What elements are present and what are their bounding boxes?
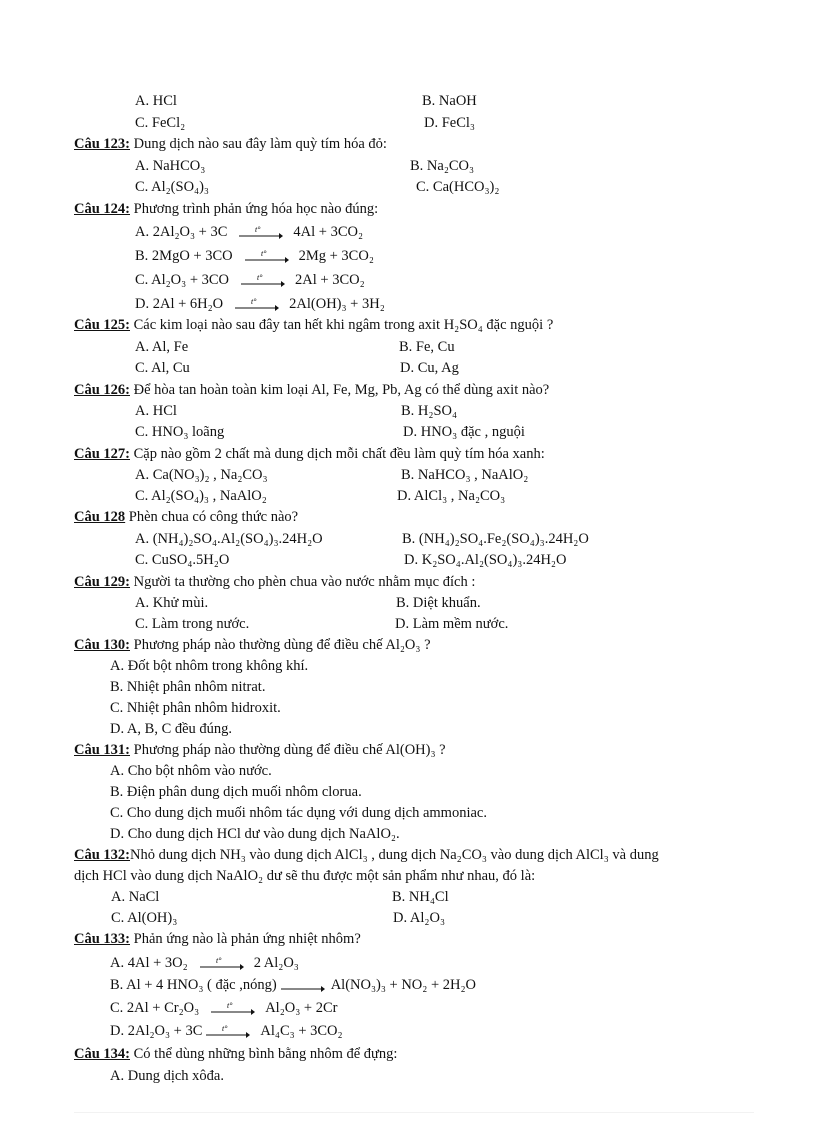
question-text: Để hòa tan hoàn toàn kim loại Al, Fe, Mg, Pb, Ag có thể dùng axit nào?: [130, 382, 550, 398]
option-a: A. Ca(NO₃)₂ , Na₂CO₃: [135, 467, 268, 483]
question-label: Câu 133:: [74, 931, 130, 947]
question-label: Câu 134:: [74, 1046, 130, 1062]
option-b: B. Na₂CO₃: [410, 158, 475, 174]
question-134: [74, 1045, 397, 1063]
page-edge-divider: [74, 1112, 754, 1113]
equation-reactants: D. 2Al + 6H₂O: [135, 296, 224, 312]
option-c: C. Làm trong nước.: [135, 616, 250, 632]
question-text: Phương pháp nào thường dùng để điều chế Al(OH)₃ ?: [130, 742, 446, 758]
option-d: C. Ca(HCO₃)₂: [416, 179, 500, 195]
question-label: Câu 126:: [74, 382, 130, 398]
question-text: Các kim loại nào sau đây tan hết khi ngâm trong axit H₂SO₄ đặc nguội ?: [130, 317, 554, 333]
option-c: C. Al(OH)₃: [111, 910, 178, 926]
option-c: C. Al, Cu: [135, 360, 190, 376]
equation-reactants: C. Al₂O₃ + 3CO: [135, 272, 230, 288]
option-a: A. Khử mùi.: [135, 595, 209, 611]
equation-b: [135, 247, 374, 265]
question-text: Phương trình phản ứng hóa học nào đúng:: [130, 201, 379, 217]
equation-a: [110, 954, 299, 972]
question-label: Câu 130:: [74, 637, 130, 653]
question-131: [74, 741, 446, 759]
reaction-arrow-icon: [235, 298, 279, 312]
reaction-arrow-icon: [281, 979, 325, 993]
equation-c: [110, 999, 337, 1017]
question-text: Người ta thường cho phèn chua vào nước nhằm mục đích :: [130, 574, 476, 590]
option-b: B. NaOH: [422, 93, 477, 109]
option-a: A. (NH₄)₂SO₄.Al₂(SO₄)₃.24H₂O: [135, 531, 323, 547]
equation-products: 2Mg + 3CO₂: [298, 248, 374, 264]
question-label: Câu 129:: [74, 574, 130, 590]
question-text: Dung dịch nào sau đây làm quỳ tím hóa đỏ:: [130, 136, 387, 152]
equation-reactants: B. 2MgO + 3CO: [135, 248, 233, 264]
question-133: [74, 930, 361, 948]
question-126: [74, 381, 549, 399]
option-a: A. NaCl: [111, 889, 160, 905]
question-127: [74, 445, 545, 463]
equation-reactants: D. 2Al₂O₃ + 3C: [110, 1023, 203, 1039]
equation-products: 2Al + 3CO₂: [295, 272, 365, 288]
option-d: D. FeCl₃: [424, 115, 475, 131]
option-b: B. (NH₄)₂SO₄.Fe₂(SO₄)₃.24H₂O: [402, 531, 589, 547]
option-b: B. NH₄Cl: [392, 889, 449, 905]
question-130: [74, 636, 431, 654]
equation-a: [135, 223, 363, 241]
option-b: B. H₂SO₄: [401, 403, 458, 419]
heat-symbol: t°: [215, 956, 222, 965]
option-d: D. Cu, Ag: [400, 360, 459, 376]
equation-d: [110, 1022, 343, 1040]
question-text: Nhỏ dung dịch NH₃ vào dung dịch AlCl₃ , dung dịch Na₂CO₃ vào dung dịch AlCl₃ và dung: [130, 847, 659, 863]
option-d: D. Al₂O₃: [393, 910, 446, 926]
heat-symbol: t°: [251, 297, 257, 306]
question-text-continued: dịch HCl vào dung dịch NaAlO₂ dư sẽ thu được một sản phẩm như nhau, đó là:: [74, 868, 536, 884]
question-124: [74, 200, 378, 218]
equation-d: [135, 295, 385, 313]
option-a: A. Đốt bột nhôm trong không khí.: [110, 658, 309, 674]
equation-products: 2 Al₂O₃: [253, 955, 299, 971]
option-a: A. Cho bột nhôm vào nước.: [110, 763, 272, 779]
option-c: C. CuSO₄.5H₂O: [135, 552, 230, 568]
equation-b: [110, 976, 476, 994]
equation-reactants: A. 4Al + 3O₂: [110, 955, 188, 971]
option-a: A. HCl: [135, 403, 177, 419]
question-text: Phèn chua có công thức nào?: [125, 509, 299, 525]
question-123: [74, 135, 387, 153]
option-b: B. Fe, Cu: [399, 339, 455, 355]
heat-symbol: t°: [255, 225, 261, 234]
question-label: Câu 123:: [74, 136, 130, 152]
heat-symbol: t°: [260, 249, 267, 258]
reaction-arrow-icon: [211, 1002, 255, 1016]
option-d: D. HNO₃ đặc , nguội: [403, 424, 525, 440]
question-label: Câu 127:: [74, 446, 130, 462]
heat-symbol: t°: [257, 273, 263, 282]
question-label: Câu 128: [74, 509, 126, 525]
question-text: Có thể dùng những bình bằng nhôm để đựng:: [130, 1046, 398, 1062]
equation-products: Al(NO₃)₃ + NO₂ + 2H₂O: [330, 977, 476, 993]
reaction-arrow-icon: [245, 250, 289, 264]
question-132: [74, 846, 659, 864]
question-129: [74, 573, 475, 591]
question-text: Phương pháp nào thường dùng để điều chế Al₂O₃ ?: [130, 637, 431, 653]
option-a: A. Al, Fe: [135, 339, 189, 355]
question-label: Câu 132:: [74, 847, 130, 863]
option-c: C. Cho dung dịch muối nhôm tác dụng với dung dịch ammoniac.: [110, 805, 487, 821]
equation-reactants: C. 2Al + Cr₂O₃: [110, 1000, 200, 1016]
reaction-arrow-icon: [241, 274, 285, 288]
option-d: D. A, B, C đều đúng.: [110, 721, 233, 737]
option-c: C. Nhiệt phân nhôm hidroxit.: [110, 700, 281, 716]
option-d: D. Cho dung dịch HCl dư vào dung dịch NaAlO₂.: [110, 826, 400, 842]
option-b: B. Nhiệt phân nhôm nitrat.: [110, 679, 266, 695]
option-a: A. NaHCO₃: [135, 158, 206, 174]
question-label: Câu 124:: [74, 201, 130, 217]
option-c: C. Al₂(SO₄)₃: [135, 179, 209, 195]
option-c: C. Al₂(SO₄)₃ , NaAlO₂: [135, 488, 267, 504]
equation-c: [135, 271, 365, 289]
equation-products: Al₂O₃ + 2Cr: [265, 1000, 338, 1016]
question-label: Câu 125:: [74, 317, 130, 333]
equation-products: Al₄C₃ + 3CO₂: [260, 1023, 343, 1039]
question-text: Cặp nào gồm 2 chất mà dung dịch mỗi chất đều làm quỳ tím hóa xanh:: [130, 446, 545, 462]
equation-reactants: B. Al + 4 HNO₃ ( đặc ,nóng): [110, 977, 277, 993]
option-c: C. FeCl₂: [135, 115, 186, 131]
question-125: [74, 316, 553, 334]
question-label: Câu 131:: [74, 742, 130, 758]
option-d: D. K₂SO₄.Al₂(SO₄)₃.24H₂O: [404, 552, 567, 568]
reaction-arrow-icon: [206, 1025, 250, 1039]
option-d: D. Làm mềm nước.: [395, 616, 509, 632]
option-a: A. Dung dịch xôđa.: [110, 1068, 224, 1084]
reaction-arrow-icon: [239, 226, 283, 240]
equation-reactants: A. 2Al₂O₃ + 3C: [135, 224, 228, 240]
question-128: [74, 508, 298, 526]
option-b: B. Điện phân dung dịch muối nhôm clorua.: [110, 784, 362, 800]
question-text: Phản ứng nào là phản ứng nhiệt nhôm?: [130, 931, 361, 947]
heat-symbol: t°: [227, 1001, 233, 1010]
equation-products: 4Al + 3CO₂: [293, 224, 364, 240]
option-d: D. AlCl₃ , Na₂CO₃: [397, 488, 506, 504]
heat-symbol: t°: [222, 1024, 228, 1033]
reaction-arrow-icon: [200, 957, 244, 971]
option-b: B. NaHCO₃ , NaAlO₂: [401, 467, 529, 483]
option-a: A. HCl: [135, 93, 177, 109]
option-c: C. HNO₃ loãng: [135, 424, 225, 440]
option-b: B. Diệt khuẩn.: [396, 595, 481, 611]
equation-products: 2Al(OH)₃ + 3H₂: [289, 296, 385, 312]
